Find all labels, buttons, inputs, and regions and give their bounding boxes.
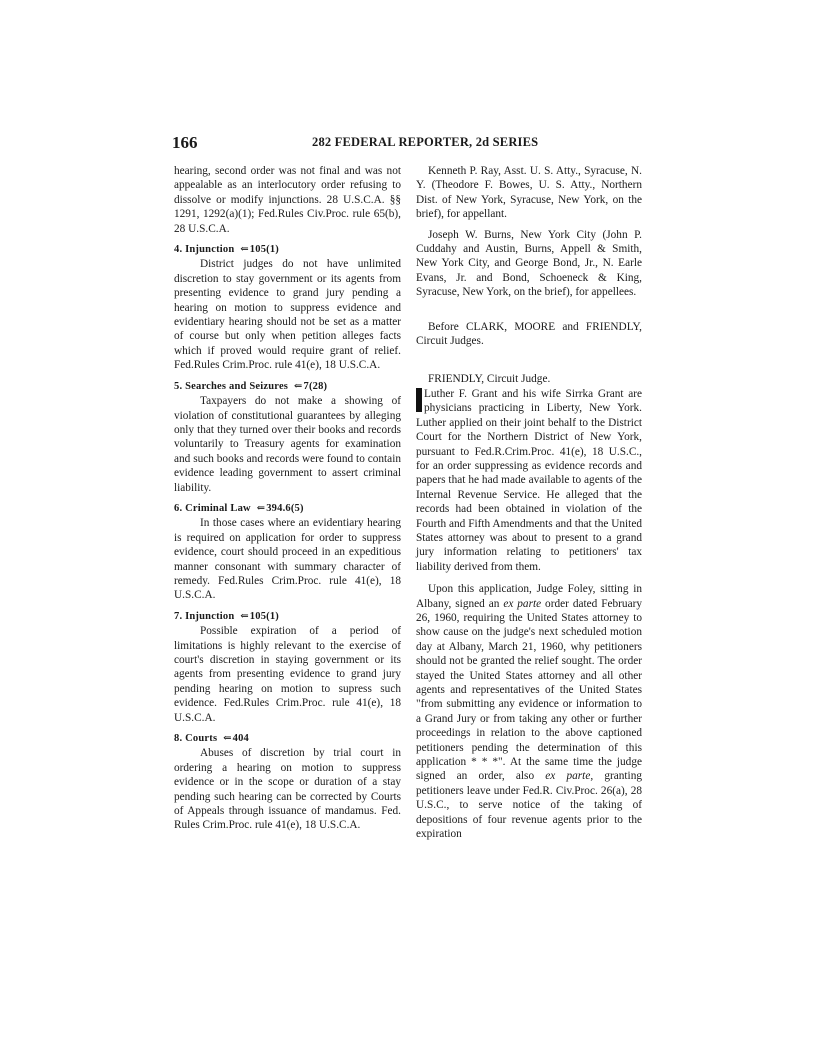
headnote-title xyxy=(174,502,401,516)
headnote-topic: Injunction xyxy=(185,244,235,256)
right-column xyxy=(416,164,642,841)
key-number-icon: ⇐ xyxy=(223,733,232,745)
headnote-title xyxy=(174,380,401,394)
headnote-5 xyxy=(174,380,401,495)
ex-parte-term: ex parte xyxy=(503,597,542,610)
headnote-text: Taxpayers do not make a showing of violation of constitutional guarantees by alleging only that they turned over their books and records voluntarily to Treasury agents for examination and such books and records were found to contain evidence leading government to assert criminal liability. xyxy=(174,395,401,494)
headnote-topic: Injunction xyxy=(185,610,235,622)
headnote-text: District judges do not have unlimited discretion to stay government or its agents from presenting evidence to grand jury pending a hearing on motion to suppress evidence and evidentiary hearing should not be set as a matter of course but only when petition alleges facts which if proved would require grant of relief. Fed.Rules Crim.Proc. rule 41(e), 18 U.S.C.A. xyxy=(174,258,401,372)
key-number-icon: ⇐ xyxy=(293,380,303,392)
headnote-title xyxy=(174,610,401,624)
opinion-paragraph-2-part-a: Upon this application, Judge Foley, sitting in Albany, signed an xyxy=(416,583,642,610)
headnote-6 xyxy=(174,502,401,603)
headnote-text: Possible expiration of a period of limitations is highly relevant to the exercise of court's discretion in staying government or its agents from presenting evidence to grand jury pending hearing on motion to supress such evidence. Fed.Rules Crim.Proc. rule 41(e), 18 U.S.C.A. xyxy=(174,625,401,724)
headnote-number: 4. xyxy=(174,244,183,256)
running-head: 282 FEDERAL REPORTER, 2d SERIES xyxy=(312,135,539,149)
headnote-title xyxy=(174,732,401,746)
headnote-topic: Criminal Law xyxy=(185,502,251,514)
opinion-paragraph-2 xyxy=(416,582,642,841)
headnote-topic: Searches and Seizures xyxy=(185,380,289,392)
opinion-paragraph-1-text: Luther F. Grant and his wife Sirrka Grant are physicians practicing in Liberty, New York. Luther applied on their joint behalf to the District Court for the Northern District of New York, pursuant to Fed.R.Crim.Proc. 41(e), 18 U.S.C., for an order suppressing as evidence records and papers that he had made available to agents of the Internal Revenue Service. He alleged that the records had been obtained in violation of the Fourth and Fifth Amendments and that the United States attorney was about to present to a grand jury information relating to petitioners' tax liability derived from them. xyxy=(416,387,642,573)
headnote-key-number: 404 xyxy=(232,733,250,745)
headnote-continuation: hearing, second order was not final and was not appealable as an interlocutory order refusing to dissolve or modify injunctions. 28 U.S.C.A. §§ 1291, 1292(a)(1); Fed.Rules Civ.Proc. rule 65(b), 28 U.S.C.A. xyxy=(174,165,401,235)
page-header xyxy=(172,133,642,153)
key-number-icon: ⇐ xyxy=(240,610,249,622)
key-number-icon: ⇐ xyxy=(256,502,266,514)
left-column xyxy=(174,164,401,833)
headnote-topic: Courts xyxy=(185,733,218,745)
headnote-number: 6. xyxy=(174,502,183,514)
paragraph-marker-icon xyxy=(416,388,422,412)
headnote-key-number: 105(1) xyxy=(249,244,279,256)
opinion-paragraph-2-part-b: order dated February 26, 1960, requiring the United States attorney to show cause on the judge's next scheduled motion day at Albany, March 21, 1960, why petitioners should not be granted the relief sought. The order stayed the United States attorney and all other agents and representatives of the United States "from submitting any evidence or information to a Grand Jury or from taking any other or further proceedings in relation to the above captioned petitioners pending the determination of this application * * *". At the same time the judge signed an order, also xyxy=(416,597,642,783)
headnote-number: 5. xyxy=(174,380,183,392)
headnote-key-number: 7(28) xyxy=(303,380,328,392)
opinion-author: FRIENDLY, Circuit Judge. xyxy=(428,373,551,386)
headnote-8 xyxy=(174,732,401,833)
opinion-paragraph-2-part-c: granting petitioners leave under Fed.R. Civ.Proc. 26(a), 28 U.S.C., to serve notice of the taking of depositions of four revenue agents prior to the expiration xyxy=(416,770,642,841)
key-number-icon: ⇐ xyxy=(240,244,249,256)
page-number: 166 xyxy=(172,133,198,152)
panel-judges: Before CLARK, MOORE and FRIENDLY, Circuit Judges. xyxy=(416,320,642,348)
opinion-paragraph-1 xyxy=(416,387,642,574)
headnote-4 xyxy=(174,243,401,373)
headnote-key-number: 394.6(5) xyxy=(266,502,304,514)
headnote-key-number: 105(1) xyxy=(249,610,279,622)
headnote-number: 7. xyxy=(174,610,183,622)
headnote-7 xyxy=(174,610,401,725)
counsel-appellees: Joseph W. Burns, New York City (John P. Cuddahy and Austin, Burns, Appell & Smith, New York City, and George Bond, Jr., N. Earle Evans, Jr. and Bond, Schoeneck & King, Syracuse, New York, on the brief), for appellees. xyxy=(416,228,642,299)
counsel-appellant: Kenneth P. Ray, Asst. U. S. Atty., Syracuse, N. Y. (Theodore F. Bowes, U. S. Atty., Northern Dist. of New York, Syracuse, New York, on the brief), for appellant. xyxy=(416,165,642,221)
headnote-text: In those cases where an evidentiary hearing is required on application for order to suppress evidence, court should proceed in an expeditious manner consonant with summary character of remedy. Fed.Rules Crim.Proc. rule 41(e), 18 U.S.C.A. xyxy=(174,517,401,602)
headnote-number: 8. xyxy=(174,733,183,745)
headnote-title xyxy=(174,243,401,257)
headnote-text: Abuses of discretion by trial court in ordering a hearing on motion to suppress evidence or in the scope or duration of a stay pending such hearing can be corrected by Courts of Appeals through issuance of mandamus. Fed. Rules Crim.Proc. rule 41(e), 18 U.S.C.A. xyxy=(174,747,401,832)
ex-parte-term-2: ex parte, xyxy=(545,770,594,783)
